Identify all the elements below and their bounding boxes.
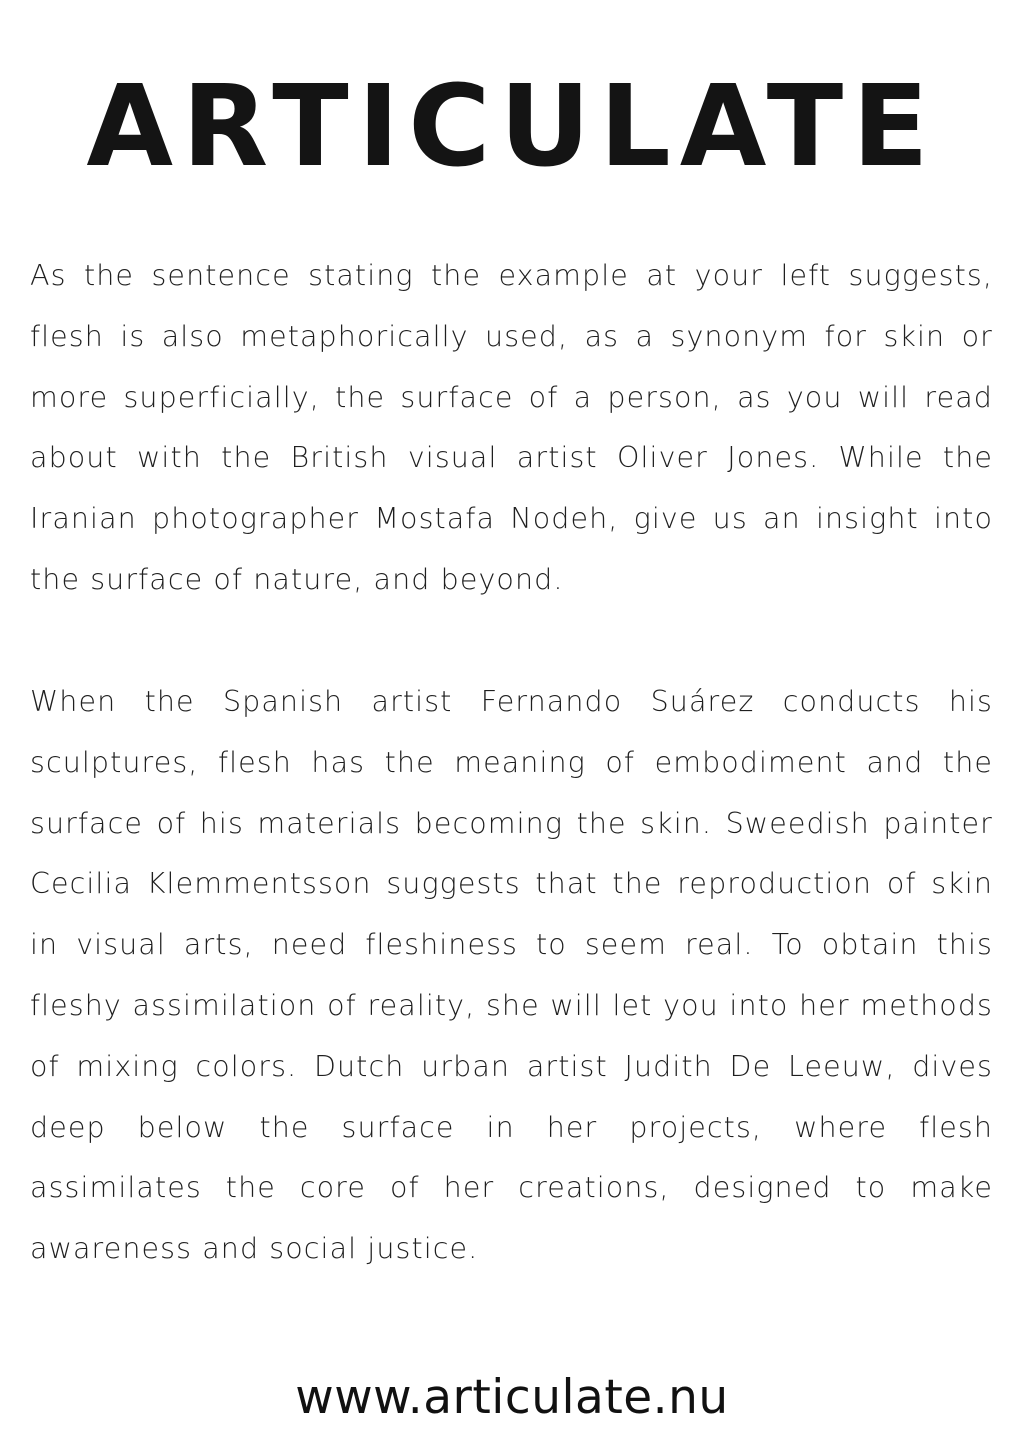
masthead-title: ARTICULATE — [86, 62, 938, 192]
intro-paragraph: As the sentence stating the example at your left suggests, flesh is also metaphorically used, as a synonym for skin or more superficially, the surface of a person, as you will read about with the British visual artist Oliver Jones. While the Iranian photographer Mostafa Nodeh, give us an insight into the surface of nature, and beyond. — [30, 259, 993, 596]
website-url: www.articulate.nu — [295, 1370, 729, 1425]
artists-paragraph: When the Spanish artist Fernando Suárez conducts his sculptures, flesh has the meaning of embodiment and the surface of his materials becoming the skin. Sweedish painter Cecilia Klemmentsson suggests that the reproduction of skin in visual arts, need fleshiness to seem real. To obtain this fleshy assimilation of reality, she will let you into her methods of mixing colors. Dutch urban artist Judith De Leeuw, dives deep below the surface in her projects, where flesh assimilates the core of her creations, designed to make awareness and social justice. — [30, 685, 993, 1266]
